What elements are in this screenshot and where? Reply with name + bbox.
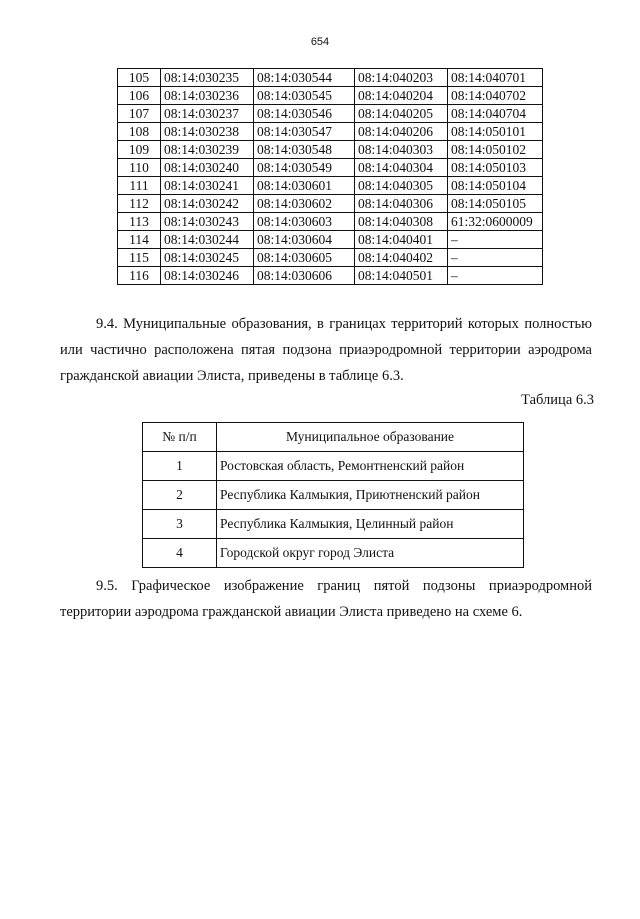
paragraph-9-5 (60, 573, 592, 625)
table-row (118, 195, 543, 213)
cadastral-code-cell: 08:14:040206 (355, 123, 448, 141)
cadastral-code-cell: 08:14:030236 (161, 87, 254, 105)
cadastral-code-cell: 08:14:030240 (161, 159, 254, 177)
cadastral-code-cell: 08:14:030604 (254, 231, 355, 249)
cadastral-code-cell: 08:14:040501 (355, 267, 448, 285)
row-number: 4 (143, 539, 217, 568)
cadastral-code-cell: 08:14:040204 (355, 87, 448, 105)
row-number: 3 (143, 510, 217, 539)
cadastral-code-cell: – (448, 267, 543, 285)
cadastral-code-cell: 08:14:040203 (355, 69, 448, 87)
cadastral-code-cell: 08:14:040704 (448, 105, 543, 123)
table-row (118, 231, 543, 249)
cadastral-code-cell: 08:14:040205 (355, 105, 448, 123)
row-number: 113 (118, 213, 161, 231)
table-row (143, 481, 524, 510)
row-number: 111 (118, 177, 161, 195)
cadastral-code-cell: 08:14:030246 (161, 267, 254, 285)
cadastral-code-cell: 08:14:030242 (161, 195, 254, 213)
row-number: 106 (118, 87, 161, 105)
municipality-name: Республика Калмыкия, Целинный район (217, 510, 524, 539)
cadastral-code-cell: 08:14:030546 (254, 105, 355, 123)
cadastral-code-cell: 08:14:030603 (254, 213, 355, 231)
header-name: Муниципальное образование (217, 423, 524, 452)
paragraph-9-4 (60, 311, 592, 389)
cadastral-code-cell: 08:14:050104 (448, 177, 543, 195)
cadastral-code-cell: 08:14:030238 (161, 123, 254, 141)
cadastral-code-cell: 08:14:040303 (355, 141, 448, 159)
cadastral-code-cell: 08:14:030235 (161, 69, 254, 87)
cadastral-code-cell: – (448, 231, 543, 249)
cadastral-code-cell: 08:14:040305 (355, 177, 448, 195)
table-row (118, 267, 543, 285)
cadastral-code-cell: – (448, 249, 543, 267)
table-row (118, 87, 543, 105)
cadastral-code-cell: 08:14:030241 (161, 177, 254, 195)
cadastral-code-cell: 08:14:050102 (448, 141, 543, 159)
cadastral-code-cell: 08:14:040308 (355, 213, 448, 231)
row-number: 114 (118, 231, 161, 249)
row-number: 108 (118, 123, 161, 141)
cadastral-code-cell: 08:14:040401 (355, 231, 448, 249)
table-row (118, 249, 543, 267)
row-number: 2 (143, 481, 217, 510)
paragraph-line: гражданской авиации Элиста, приведены в таблице 6.3. (60, 368, 404, 384)
cadastral-code-cell: 08:14:030243 (161, 213, 254, 231)
row-number: 112 (118, 195, 161, 213)
cadastral-code-cell: 08:14:030602 (254, 195, 355, 213)
cadastral-code-cell: 08:14:040304 (355, 159, 448, 177)
cadastral-code-cell: 08:14:030606 (254, 267, 355, 285)
table-row (143, 510, 524, 539)
cadastral-code-cell: 08:14:030239 (161, 141, 254, 159)
cadastral-code-cell: 61:32:0600009 (448, 213, 543, 231)
paragraph-line: 9.4. Муниципальные образования, в границах территорий которых полностью (96, 316, 592, 332)
cadastral-code-cell: 08:14:050105 (448, 195, 543, 213)
cadastral-code-cell: 08:14:030244 (161, 231, 254, 249)
table-row (118, 159, 543, 177)
row-number: 107 (118, 105, 161, 123)
table-row (118, 213, 543, 231)
row-number: 105 (118, 69, 161, 87)
cadastral-code-cell: 08:14:040306 (355, 195, 448, 213)
cadastral-code-cell: 08:14:030245 (161, 249, 254, 267)
municipalities-table (142, 422, 524, 568)
municipality-name: Ростовская область, Ремонтненский район (217, 452, 524, 481)
cadastral-code-cell: 08:14:050103 (448, 159, 543, 177)
table-caption: Таблица 6.3 (521, 392, 594, 408)
page-number: 654 (310, 36, 330, 48)
table-row (118, 69, 543, 87)
cadastral-code-cell: 08:14:050101 (448, 123, 543, 141)
cadastral-code-cell: 08:14:040702 (448, 87, 543, 105)
row-number: 109 (118, 141, 161, 159)
cadastral-codes-table (117, 68, 543, 285)
table-row (143, 452, 524, 481)
paragraph-line: или частично расположена пятая подзона приаэродромной территории аэродрома (60, 342, 592, 358)
row-number: 115 (118, 249, 161, 267)
cadastral-code-cell: 08:14:030237 (161, 105, 254, 123)
cadastral-code-cell: 08:14:030547 (254, 123, 355, 141)
table-row (143, 539, 524, 568)
cadastral-code-cell: 08:14:040402 (355, 249, 448, 267)
table-header-row (143, 423, 524, 452)
paragraph-line: территории аэродрома гражданской авиации Элиста приведено на схеме 6. (60, 604, 523, 620)
cadastral-code-cell: 08:14:030545 (254, 87, 355, 105)
cadastral-code-cell: 08:14:040701 (448, 69, 543, 87)
cadastral-code-cell: 08:14:030548 (254, 141, 355, 159)
cadastral-code-cell: 08:14:030544 (254, 69, 355, 87)
cadastral-code-cell: 08:14:030549 (254, 159, 355, 177)
cadastral-code-cell: 08:14:030605 (254, 249, 355, 267)
row-number: 116 (118, 267, 161, 285)
municipality-name: Городской округ город Элиста (217, 539, 524, 568)
row-number: 110 (118, 159, 161, 177)
cadastral-code-cell: 08:14:030601 (254, 177, 355, 195)
table-row (118, 123, 543, 141)
municipality-name: Республика Калмыкия, Приютненский район (217, 481, 524, 510)
row-number: 1 (143, 452, 217, 481)
table-row (118, 105, 543, 123)
table-row (118, 177, 543, 195)
paragraph-line: 9.5. Графическое изображение границ пятой подзоны приаэродромной (96, 578, 592, 594)
header-number: № п/п (143, 423, 217, 452)
table-row (118, 141, 543, 159)
